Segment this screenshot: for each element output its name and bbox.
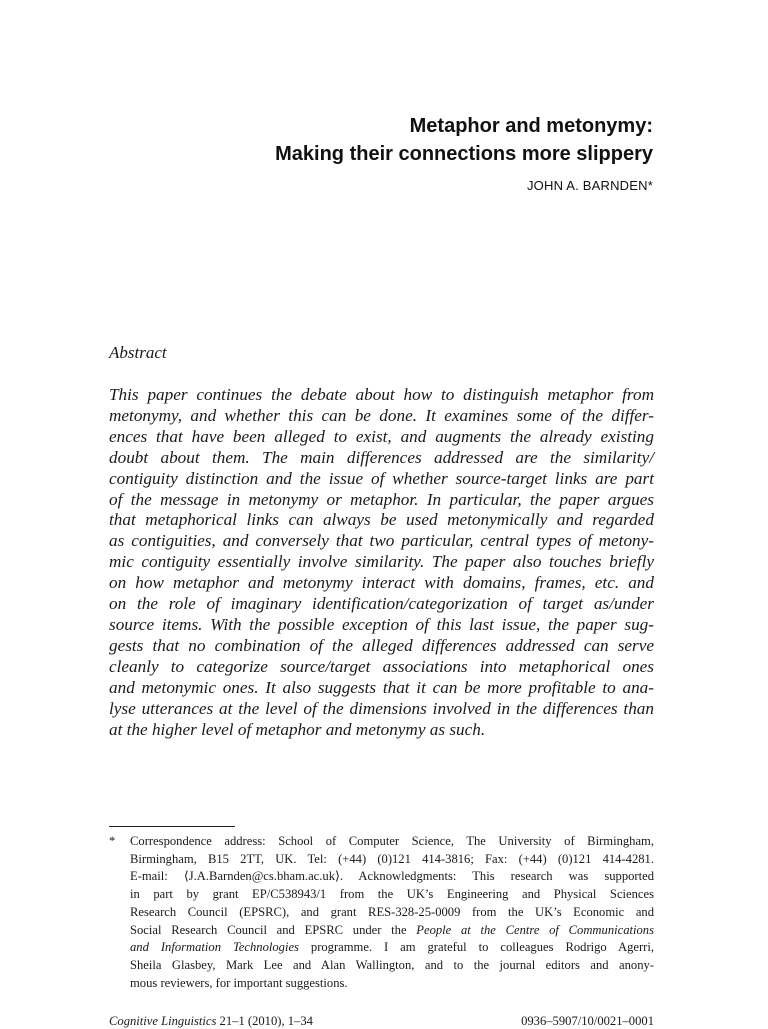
journal-citation: 21–1 (2010), 1–34 [216,1014,313,1028]
footnote-line [130,939,654,957]
abstract-line: and metonymic ones. It also suggests that it can be more profitable to ana- [109,677,654,697]
abstract-line: on how metaphor and metonymy interact with domains, frames, etc. and [109,573,654,593]
abstract-line: metonymy, and whether this can be done. It examines some of the differ- [109,405,654,425]
running-footer [109,1014,654,1029]
footnote-line: Correspondence address: School of Computer Science, The University of Birmingham, [130,834,654,848]
abstract-line: This paper continues the debate about how to distinguish metaphor from [109,385,654,404]
footnote-mark: * [109,834,116,848]
abstract-line: of the message in metonymy or metaphor. In particular, the paper argues [109,489,654,509]
footnote-line-6-italic: People at the Centre of Communications [416,922,654,937]
abstract-line: as contiguities, and conversely that two particular, central types of metony- [109,531,654,551]
footnote-line: E-mail: ⟨J.A.Barnden@cs.bham.ac.uk⟩. Acknowledgments: This research was supported [130,869,654,884]
title-line-2: Making their connections more slippery [275,143,653,165]
footnote-text [130,833,654,992]
footnote-divider [109,826,235,827]
abstract-line: doubt about them. The main differences addressed are the similarity/ [109,447,654,467]
abstract-heading: Abstract [109,343,167,362]
abstract-body [109,385,654,740]
paper-title [275,112,653,168]
abstract-line: that metaphorical links can always be used metonymically and regarded [109,510,654,530]
footnote-line: mous reviewers, for important suggestions. [130,975,348,990]
footnote-line: Sheila Glasbey, Mark Lee and Alan Wallington, and to the journal editors and anony- [130,957,654,972]
footnote-line-7-text: programme. I am grateful to colleagues Rodrigo Agerri, [298,940,654,955]
footnote [109,833,654,992]
abstract-line: gests that no combination of the alleged differences addressed can serve [109,635,654,655]
abstract-line: at the higher level of metaphor and metonymy as such. [109,719,486,739]
footnote-line-6-text: Social Research Council and EPSRC under the [130,922,417,937]
issn-code: 0936–5907/10/0021–0001 [521,1014,654,1028]
footnote-line-7-italic: and Information Technologies [130,940,299,955]
abstract-line: on the role of imaginary identification/categorization of target as/under [109,594,654,614]
abstract-line: cleanly to categorize source/target associations into metaphorical ones [109,656,654,676]
footnote-line: in part by grant EP/C538943/1 from the UK’s Engineering and Physical Sciences [130,887,654,902]
abstract-line: source items. With the possible exception of this last issue, the paper sug- [109,614,654,634]
abstract-line: ences that have been alleged to exist, and augments the already existing [109,426,654,446]
footnote-line [130,922,654,940]
footnote-line: Birmingham, B15 2TT, UK. Tel: (+44) (0)121 414-3816; Fax: (+44) (0)121 414-4281. [130,851,654,866]
journal-name: Cognitive Linguistics [109,1014,217,1028]
title-line-1: Metaphor and metonymy: [409,115,653,137]
author-name: JOHN A. BARNDEN* [526,178,653,193]
footnote-line: Research Council (EPSRC), and grant RES-328-25-0009 from the UK’s Economic and [130,904,654,919]
abstract-line: lyse utterances at the level of the dimensions involved in the differences than [109,698,654,718]
abstract-line: contiguity distinction and the issue of whether source-target links are part [109,468,654,488]
abstract-line: mic contiguity essentially involve similarity. The paper also touches briefly [109,552,654,572]
